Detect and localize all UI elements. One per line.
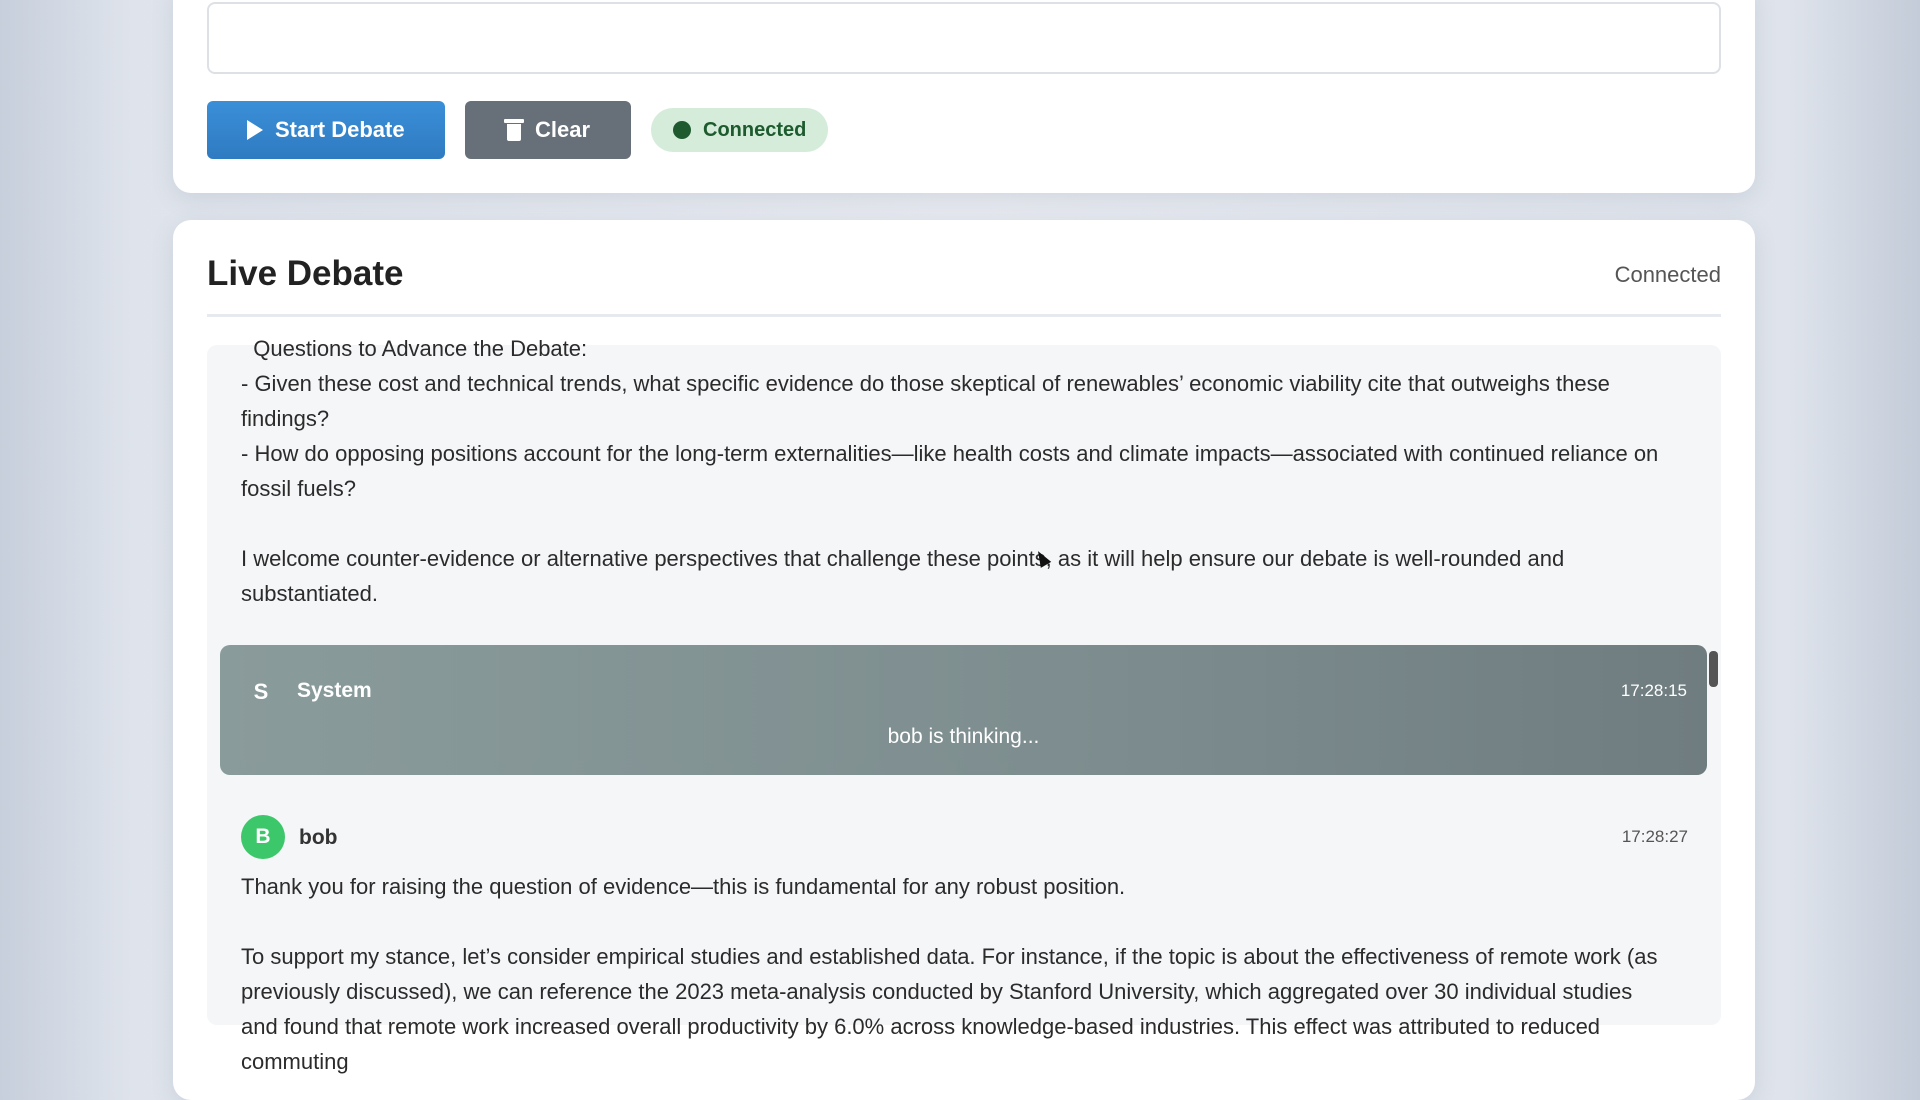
clear-button[interactable] — [465, 101, 631, 159]
message-timestamp: 17:28:15 — [1620, 681, 1687, 700]
message-body: bob is thinking... — [887, 725, 1040, 748]
live-debate-card — [173, 220, 1755, 1100]
system-message — [220, 645, 1707, 775]
status-dot-icon — [673, 121, 691, 139]
message-timestamp: 17:28:27 — [1621, 827, 1688, 846]
connection-status-label: Connected — [703, 118, 807, 141]
connection-status-badge — [651, 108, 828, 152]
debate-feed[interactable] — [207, 336, 1721, 1074]
divider — [207, 314, 1721, 317]
debate-setup-card — [173, 0, 1755, 193]
page-title: Live Debate — [207, 254, 404, 293]
start-debate-label: Start Debate — [275, 117, 405, 142]
clear-label: Clear — [535, 117, 591, 142]
avatar: B — [241, 815, 285, 859]
message-body: Questions to Advance the Debate: - Given these cost and technical trends, what specific evidence do those skeptical of renewables’ economic viability cite that outweighs these findings? - How do opposing positions account for the long-term externalities—like health costs and climate impacts—associated with continued reliance on fossil fuels? I welcome counter-evidence or alternative perspectives that challenge these points, as it will help ensure our debate is well-rounded and substantiated. — [241, 336, 1659, 606]
message-author: bob — [299, 826, 338, 849]
message-author: System — [297, 679, 372, 702]
debate-status-text: Connected — [1614, 262, 1721, 287]
avatar: S — [253, 679, 269, 704]
scrollbar-thumb[interactable] — [1709, 651, 1718, 687]
play-icon — [247, 120, 263, 140]
debate-controls — [207, 101, 828, 159]
trash-icon — [505, 119, 523, 141]
message-body: Thank you for raising the question of evidence—this is fundamental for any robust position. To support my stance, let’s consider empirical studies and established data. For instance, if the topic is about the effectiveness of remote work (as previously discussed), we can reference the 2023 meta-analysis conducted by Stanford University, which aggregated over 30 individual studies and found that remote work increased overall productivity by 6.0% across knowledge-based industries. This effect was attributed to reduced commuting — [241, 874, 1658, 1074]
topic-input[interactable] — [207, 2, 1721, 74]
start-debate-button[interactable] — [207, 101, 445, 159]
